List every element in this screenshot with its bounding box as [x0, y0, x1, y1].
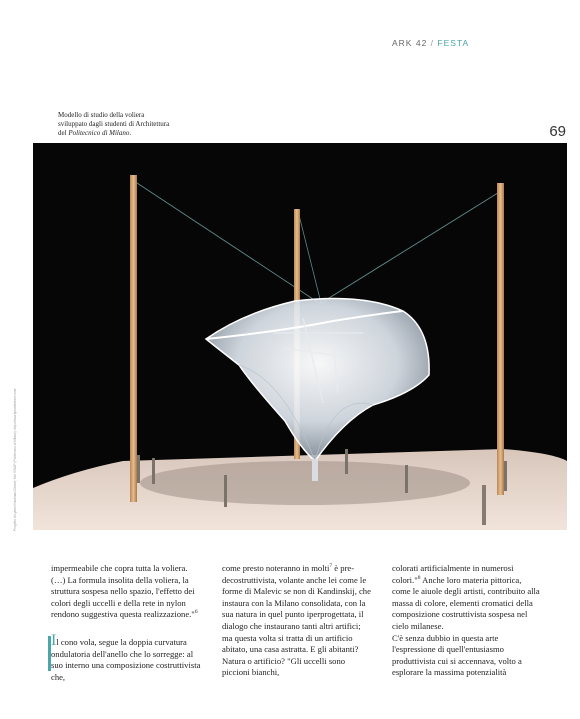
- dropcap: I: [51, 631, 57, 649]
- model-figure: [482, 485, 486, 525]
- model-figure: [345, 449, 348, 474]
- running-head-separator: /: [430, 38, 435, 48]
- cable: [321, 191, 501, 303]
- pole: [130, 175, 137, 502]
- caption-line: Modello di studio della voliera: [58, 111, 145, 119]
- footnote-ref: 6: [194, 609, 198, 616]
- paragraph: colorati artificialmente in numerosi colori."$^8$ Anche loro materia pittorica, come le aiuole degli artisti, contribuito alla massa di colore, elementi cromatici della composizione costruttivista sospesa nel cielo milanese.: [392, 563, 540, 631]
- model-figure: [152, 458, 155, 484]
- photo-credit: Progetto di Lyonel Kaufman-Dietzel; foto ©SIAP (Politecnico di Milano). http://www.lyoneldietzel.com/: [13, 388, 17, 531]
- model-figure: [137, 455, 140, 483]
- cable: [134, 181, 319, 303]
- shadow-ellipse: [140, 461, 470, 505]
- aviary-model-illustration: [33, 143, 567, 530]
- paragraph: impermeabile che copra tutta la voliera. (…) La formula insolita della voliera, la struttura sospesa nello spazio, l'effetto dei colori degli uccelli e della rete in nylon rendono suggestiva questa realizzazione."$^6$: [51, 563, 198, 620]
- model-figure: [405, 465, 408, 493]
- model-figure: [504, 461, 507, 491]
- issue-label: ARK 42: [392, 38, 428, 48]
- section-label: FESTA: [437, 38, 470, 48]
- dropcap-bar: [48, 636, 51, 671]
- pole: [497, 183, 504, 495]
- page-number: 69: [549, 123, 566, 140]
- paragraph: Il cono vola, segue la doppia curvatura ondulatoria dell'anello che lo sorregge: al suo interno una composizione costruttivista che,: [51, 635, 201, 683]
- support-post: [312, 459, 318, 481]
- paragraph: C'è senza dubbio in questa arte l'espressione di quell'entusiasmo produttivista cui si accennava, volto a esplorare la massima potenzialità: [392, 632, 522, 678]
- footnote-ref: 8: [417, 574, 421, 581]
- caption-italic: Politecnico di Milano: [68, 129, 130, 137]
- cable: [298, 211, 321, 303]
- caption-line: sviluppato dagli studenti di Architettura: [58, 120, 170, 128]
- paragraph: come presto noteranno in molti$^7$ è pre-decostruttivista, volante anche lei come le forme di Malevic se non di Kandinskij, che instaura con la Milano consolidata, con la sua natura in quel punto iperprogettata, il dialogo che instaurano tanti altri artifici; ma questa volta si tratta di un artificio abitato, una casa astratta. E gli abitanti? Natura o artificio? "Gli uccelli sono piccioni bianchi,: [222, 563, 371, 678]
- text-column-1: [51, 563, 201, 683]
- text-column-3: [392, 563, 542, 679]
- model-figure: [224, 475, 227, 507]
- running-head: [392, 38, 469, 48]
- footnote-ref: 7: [329, 563, 333, 570]
- text-column-2: [222, 563, 372, 679]
- caption-line: del Politecnico di Milano.: [58, 129, 132, 137]
- aviary-model-photo: [33, 143, 567, 530]
- photo-caption: [58, 111, 258, 138]
